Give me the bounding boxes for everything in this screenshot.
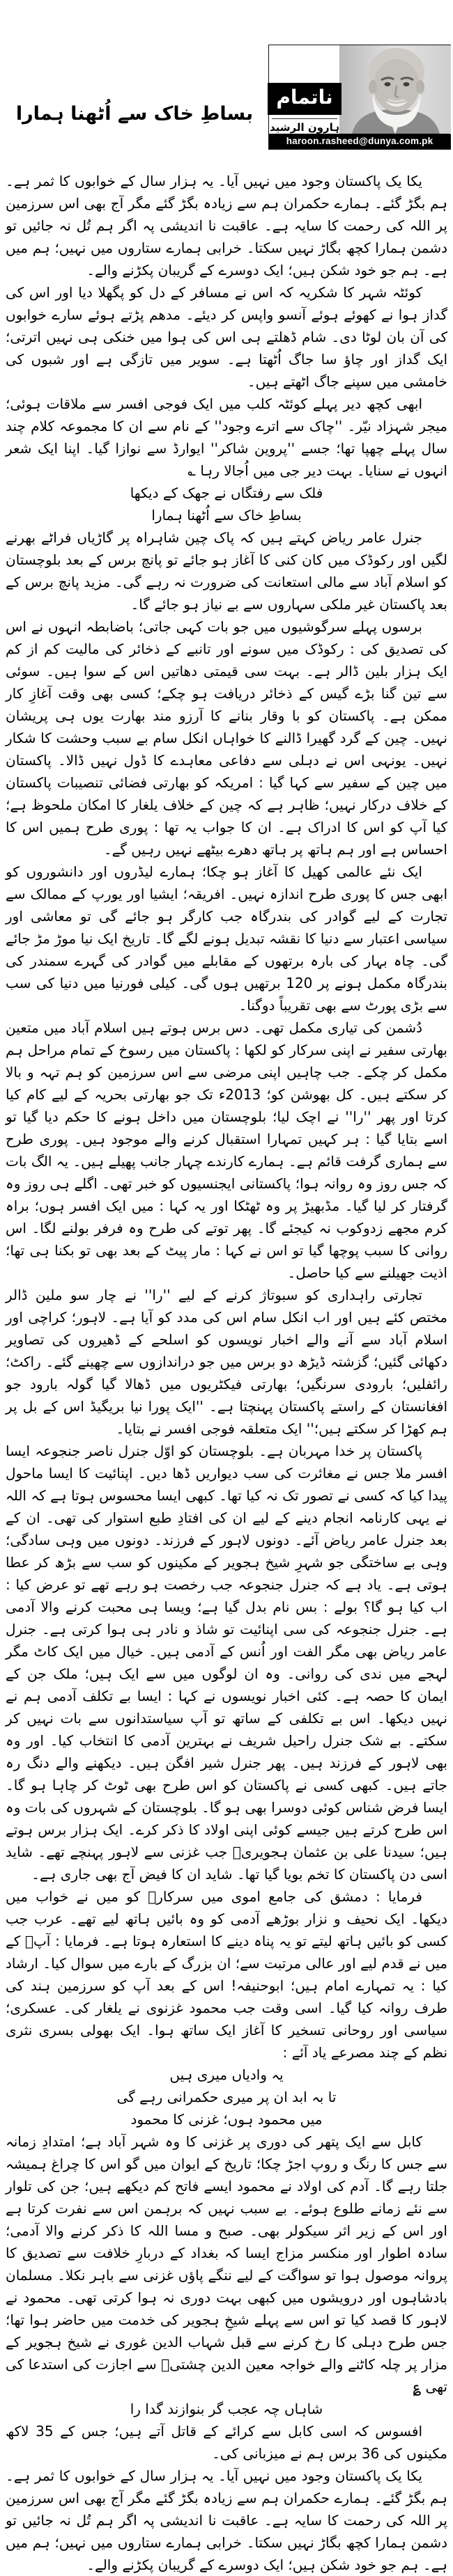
verse-line: میں محمود ہوں؛ غزنی کا محمود — [130, 2111, 323, 2128]
body-paragraph: فرمایا : دمشق کی جامع اموی میں سرکارﷺ کو میں نے خواب میں دیکھا۔ ایک نحیف و نزار بوڑھے آدمی کو وہ بائیں ہاتھ لیے تھے۔ عرب جب کسی کو بائیں ہاتھ لیتے تو یہ پناہ دینے کا استعارہ ہوتا ہے۔ فرمایا : آپؐ کے میں نے قدم لیے اور عالی مرتبت سے؛ ان بزرگ کے بارے میں سوال کیا۔ ارشاد کیا : یہ تمہارے امام ہیں؛ ابوحنیفہ! اس کے بعد آپ کو سرزمین ہند کی طرف روانہ کیا گیا۔ اسی وقت جب محمود غزنوی نے یلغار کی۔ عسکری؛ سیاسی اور روحانی تسخیر کا آغاز ایک ساتھ ہوا۔ ایک بھولی بسری نثری نظم کے چند مصرعے یاد آئے : — [6, 1888, 447, 2061]
column-title: ناتمام — [268, 83, 341, 115]
portrait-illustration — [340, 45, 450, 134]
article-headline: بساطِ خاک سے اُٹھنا ہمارا — [15, 103, 254, 125]
body-paragraph: کوئٹہ شہر کا شکریہ کہ اس نے مسافر کے دل کو پگھلا دیا اور اس کی گداز ہوا نے کھوئے ہوئے آنسو واپس کر دیئے۔ مدھم پڑتے ہوئے سارے خوابوں کی آن بان لوٹا دی۔ شام ڈھلتے ہی اس کی ہوا میں خنکی ہی نہیں اترتی؛ ایک گداز اور چاؤ سا جاگ اُٹھتا ہے۔ سویر میں تازگی ہے اور شبوں کی خامشی میں سپنے جاگ اٹھتے ہیں۔ — [6, 284, 447, 390]
body-paragraph: ابھی کچھ دیر پہلے کوئٹہ کلب میں ایک فوجی افسر سے ملاقات ہوئی؛ میجر شہزاد نیّر۔ ''چاک سے اترے وجود'' کے نام سے ان کا مجموعہ کلام چند سال پہلے چھپا تھا؛ جسے ''پروین شاکر'' ایوارڈ سے نوازا گیا۔ اپنا ایک شعر انہوں نے سنایا۔ بہت دیر جی میں اُجالا رہا ؎ — [6, 395, 447, 479]
author-email: haroon.rasheed@dunya.com.pk — [269, 134, 450, 149]
body-paragraph: ایک نئے عالمی کھیل کا آغاز ہو چکا؛ ہمارے لیڈروں اور دانشوروں کو ابھی جس کا پوری طرح اندازہ نہیں۔ افریقہ؛ ایشیا اور یورپ کے ممالک سے تجارت کے لیے گوادر کی بندرگاہ جب کارگر ہو جائے گی تو معاشی اور سیاسی اعتبار سے دنیا کا نقشہ تبدیل ہونے لگے گا۔ تاریخ ایک نیا موڑ مڑ جائے گی۔ چاہ بہار کی بارہ برتھوں کے مقابلے میں گوادر کی گہرے سمندر کی بندرگاہ مکمل ہونے پر 120 برتھیں ہوں گی۔ کیلی فورنیا میں دنیا کی سب سے بڑی پورٹ سے بھی تقریباً دوگنا۔ — [6, 863, 447, 1014]
columnist-photo — [340, 45, 450, 134]
column-header — [268, 45, 451, 150]
title-divider — [272, 118, 337, 119]
body-paragraph: یکا یک پاکستان وجود میں نہیں آیا۔ یہ ہزار سال کے خوابوں کا ثمر ہے۔ ہم بگڑ گئے۔ ہمارے حکمران ہم سے زیادہ بگڑ گئے مگر آج بھی اس سرزمین پر اللہ کی رحمت کا سایہ ہے۔ عاقبت نا اندیشی پہ اگر ہم تُل نہ جائیں تو دشمن ہمارا کچھ بگاڑ نہیں سکتا۔ خرابی ہمارے ستاروں میں نہیں؛ ہم میں ہے۔ ہم جو خود شکن ہیں؛ ایک دوسرے کے گریبان پکڑنے والے۔ — [6, 173, 447, 278]
verse-line: بساطِ خاک سے اُٹھنا ہمارا — [151, 507, 302, 524]
body-paragraph: کابل سے ایک پتھر کی دوری پر غزنی کا وہ شہر آباد ہے؛ امتدادِ زمانہ سے جس کا رنگ و روپ اجڑ چکا؛ تاریخ کے ایوان میں گو اس کا چراغ ہمیشہ جلتا رہے گا۔ آدم کی اولاد نے محمود ایسے فاتح کم دیکھے ہیں؛ جن کی تلوار سے نئے زمانے طلوع ہوئے۔ بے سبب نہیں کہ برہمن اس سے نفرت کرتا ہے اور اس کے زیر اثر سیکولر بھی۔ صبح و مسا اللہ کا ذکر کرنے والا آدمی؛ سادہ اطوار اور منکسر مزاج ایسا کہ بغداد کے دربارِ خلافت سے تصدیق کا پروانہ موصول ہوا تو سواگت کے لیے ننگے پاؤں غزنی سے باہر نکلا۔ مسلمان بادشاہوں اور درویشوں میں کبھی بہت دوری نہ ہوا کرتی تھی۔ محمود نے لاہور کا قصد کیا تو اس سے پہلے شیخِ ہجویر کی خدمت میں حاضر ہوا تھا؛ جس طرح دہلی کا رخ کرنے سے قبل شہاب الدین غوری نے شیخ ہجویر کے مزار پر چلہ کاٹنے والے خواجہ معین الدین چشتیؒ سے اجازت کی استدعا کی تھی ؏ — [6, 2133, 447, 2395]
body-paragraph: افسوس کہ اسی کابل سے کرائے کے قاتل آتے ہیں؛ جس کے 35 لاکھ مکینوں کی 36 برس ہم نے میزبانی کی۔ — [6, 2423, 447, 2462]
body-paragraph: پاکستان پر خدا مہربان ہے۔ بلوچستان کو اوّل جنرل ناصر جنجوعہ ایسا افسر ملا جس نے مغائرت کی سب دیواریں ڈھا دیں۔ اپنائیت کا ایسا ماحول پیدا کیا کہ کسی نے تصور تک نہ کیا تھا۔ کبھی ایسا محسوس ہوتا ہے کہ اللہ نے یہی کارنامہ انجام دینے کے لیے ان کی افتادِ طبع استوار کی تھی۔ ان کے بعد جنرل عامر ریاض آئے۔ دونوں لاہور کے فرزند۔ دونوں میں وہی سادگی؛ وہی بے ساختگی جو شہرِ شیخ ہجویر کے مکینوں کو سب سے بڑھ کر عطا ہوتی ہے۔ یاد ہے کہ جنرل جنجوعہ جب رخصت ہو رہے تھے تو عرض کیا : اب کیا ہو گا؟ بولے : بس نام بدل گیا ہے؛ ویسا ہی محبت کرنے والا آدمی ہے۔ جنرل جنجوعہ کی سی اپنائیت تو شاذ و نادر ہی ہوا کرتی ہے۔ جنرل عامر ریاض بھی مگر الفت اور اُنس کے آدمی ہیں۔ خیال میں ایک کاٹ مگر لہجے میں ندی کی روانی۔ وہ ان لوگوں میں سے ایک ہیں؛ ملک جن کے ایمان کا حصہ ہے۔ کئی اخبار نویسوں نے کہا : ایسا بے تکلف آدمی ہم نے نہیں دیکھا۔ اس بے تکلفی کے ساتھ تو آپ سیاستدانوں سے بات نہیں کر سکتے۔ بے شک جنرل راحیل شریف نے بہترین آدمی کا انتخاب کیا۔ اور وہ بھی لاہور کے فرزند ہیں۔ پھر جنرل شیر افگن ہیں۔ دیکھنے والے دنگ رہ جاتے ہیں۔ کبھی کسی نے پاکستان کو اس طرح بھی ٹوٹ کر چاہا ہو گا۔ ایسا فرض شناس کوئی دوسرا بھی ہو گا۔ بلوچستان کے شہروں کی بات وہ اس طرح کرتے ہیں جیسے کوئی اپنی اولاد کا ذکر کرے۔ ایک ہزار برس ہوتے ہیں؛ سیدنا علی بن عثمان ہجویریؒ جب غزنی سے لاہور پہنچے تھے۔ شاید اسی دن پاکستان کا تخم بویا گیا تھا۔ شاید ان کا فیض آج بھی جاری ہے۔ — [6, 1443, 447, 1883]
body-paragraph: تجارتی راہداری کو سبوتاژ کرنے کے لیے ''را'' نے چار سو ملین ڈالر مختص کئے ہیں اور اب انکل سام اس کی مدد کو آیا ہے۔ لاہور؛ کراچی اور اسلام آباد سے آنے والے اخبار نویسوں کو اسلحے کے ڈھیروں کی تصاویر دکھائی گئیں؛ گزشتہ ڈیڑھ دو برس میں جو دراندازوں سے چھینے گئے۔ راکٹ؛ رائفلیں؛ بارودی سرنگیں؛ بھارتی فیکٹریوں میں ڈھالا گیا گولہ بارود جو افغانستان کے راستے پاکستان پہنچتا ہے۔ ''ایک پورا نیا بریگیڈ اس کے بل پر ہم کھڑا کر سکتے ہیں؛'' ایک متعلقہ فوجی افسر نے بتایا۔ — [6, 1287, 447, 1437]
verse-line: تا بہ ابد ان پر میری حکمرانی رہے گی — [116, 2089, 337, 2105]
article-body — [6, 170, 447, 2576]
body-paragraph: جنرل عامر ریاض کہتے ہیں کہ پاک چین شاہراہ پر گاڑیاں فراٹے بھرنے لگیں اور رکوڈک میں کان کنی کا آغاز ہو جائے تو پانچ برس کے بعد بلوچستان کو اسلام آباد سے مالی استعانت کی ضرورت نہ رہے گی۔ مزید پانچ برس کے بعد پاکستان غیر ملکی سہاروں سے بے نیاز ہو جائے گا۔ — [6, 529, 447, 613]
author-name: ہارون الرشید — [269, 121, 340, 134]
verse-line: فلک سے رفتگاں نے جھک کے دیکھا — [130, 485, 323, 501]
column-title-block — [269, 45, 340, 134]
verse-line: یہ وادیاں میری ہیں — [169, 2066, 284, 2083]
body-paragraph: برسوں پہلے سرگوشیوں میں جو بات کہی جاتی؛ باضابطہ انہوں نے اس کی تصدیق کی : رکوڈک میں سونے اور تانبے کے ذخائر کی مالیت کم از کم ایک ہزار بلین ڈالر ہے۔ بہت سی قیمتی دھاتیں اس کے سوا ہیں۔ سوئی سے تین گنا بڑے گیس کے ذخائر دریافت ہو چکے؛ کسی بھی وقت آغازِ کار ممکن ہے۔ پاکستان کو با وقار بنانے کا آرزو مند بھارت یوں ہی پریشان نہیں۔ چین کے گرد گھیرا ڈالنے کا خواہاں انکل سام بے سبب وحشت کا شکار نہیں۔ یونہی اس نے دہلی سے دفاعی معاہدے کا ڈول نہیں ڈالا۔ پاکستان میں چین کے سفیر سے کہا گیا : امریکہ کو بھارتی فضائی تنصیبات پاکستان کے خلاف درکار نہیں؛ ظاہر ہے کہ چین کے خلاف یلغار کا امکان ملحوظ ہے؛ کیا آپ کو اس کا ادراک ہے۔ ان کا جواب یہ تھا : پوری طرح ہمیں اس کا احساس ہے اور ہم ہاتھ پر ہاتھ دھرے بیٹھے نہیں رہیں گے۔ — [6, 618, 447, 858]
body-paragraph: یکا یک پاکستان وجود میں نہیں آیا۔ یہ ہزار سال کے خوابوں کا ثمر ہے۔ ہم بگڑ گئے۔ ہمارے حکمران ہم سے زیادہ بگڑ گئے مگر آج بھی اس سرزمین پر اللہ کی رحمت کا سایہ ہے۔ عاقبت نا اندیشی پہ اگر ہم تُل نہ جائیں تو دشمن ہمارا کچھ بگاڑ نہیں سکتا۔ خرابی ہمارے ستاروں میں نہیں؛ ہم میں ہے۔ ہم جو خود شکن ہیں؛ ایک دوسرے کے گریبان پکڑنے والے۔ — [6, 2467, 447, 2573]
body-paragraph: دُشمن کی تیاری مکمل تھی۔ دس برس ہوتے ہیں اسلام آباد میں متعین بھارتی سفیر نے اپنی سرکار کو لکھا : پاکستان میں رسوخ کے تمام مراحل ہم مکمل کر چکے۔ جب چاہیں اپنی مرضی سے اس سرزمین کو ہم تہہ و بالا کر سکتے ہیں۔ کل بھوشن کو؛ 2013ء تک جو بھارتی بحریہ کے لیے کام کیا کرتا اور پھر ''را'' نے اچک لیا؛ بلوچستان میں داخل ہونے کا حکم دیا گیا تو اسے بتایا گیا : ہر کہیں تمہارا استقبال کرنے والے موجود ہیں۔ پوری طرح سے ہماری گرفت قائم ہے۔ ہمارے کارندے چہار جانب پھیلے ہیں۔ یہ الگ بات کہ جس روز وہ روانہ ہوا؛ پاکستانی ایجنسیوں کو خبر تھی۔ اگلے ہی روز وہ گرفتار کر لیا گیا۔ مڈبھیڑ پر وہ ٹھٹکا اور یہ کہا : میں ایک افسر ہوں؛ براہ کرم مجھے زدوکوب نہ کیجئے گا۔ پھر توتے کی طرح وہ فرفر بولنے لگا۔ اس روانی کا سبب پوچھا گیا تو اس نے کہا : مار پیٹ کے بعد بھی تو بکنا ہی تھا؛ اذیت جھیلنے سے کیا حاصل۔ — [6, 1019, 448, 1281]
verse-line: شاہاں چہ عجب گر بنوازند گدا را — [130, 2401, 323, 2417]
